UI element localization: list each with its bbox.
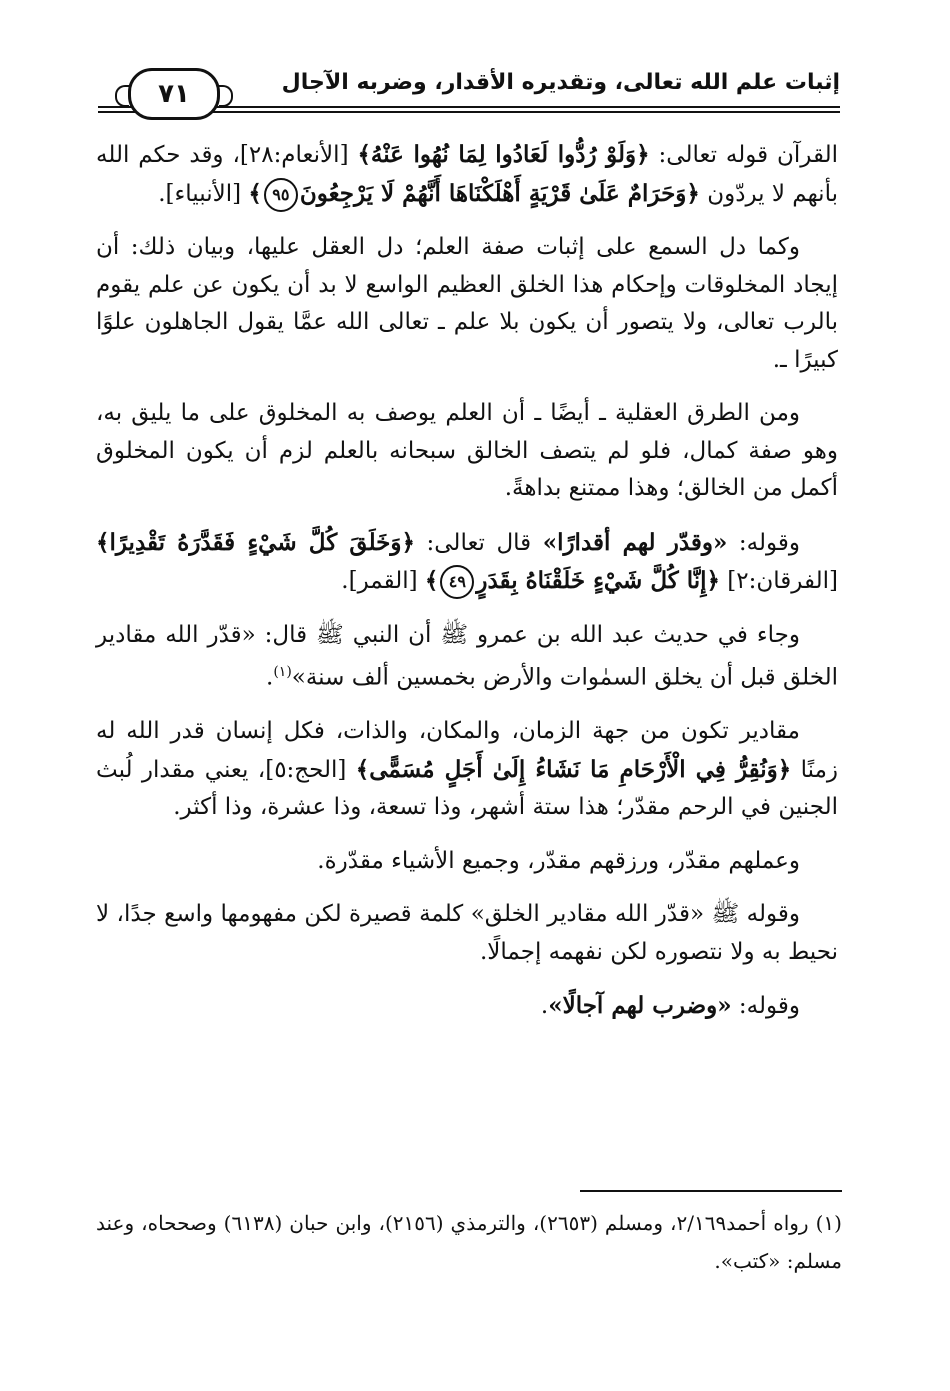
text-span: مقادير تكون من جهة الزمان، والمكان، والذات، فكل إنسان قدر الله له زمنًا [96, 718, 838, 783]
paragraph-measures [96, 713, 838, 827]
quran-verse: ﴿وَحَرَامٌ عَلَىٰ قَرْيَةٍ أَهْلَكْنَاهَا أَنَّهُمْ لَا يَرْجِعُونَ [299, 179, 700, 207]
text-span: [القمر]. [341, 568, 425, 594]
page-header [98, 62, 840, 120]
paragraph-appointed-terms [96, 987, 838, 1026]
quran-verse: ﴿وَلَوْ رُدُّوا لَعَادُوا لِمَا نُهُوا عَنْهُ﴾ [357, 141, 650, 168]
text-span: . [266, 664, 274, 691]
verse-number-marker: ٩٥ [264, 178, 298, 212]
footnote-reference[interactable]: (١) [273, 664, 292, 680]
footnote-separator [580, 1190, 842, 1192]
paragraph-quran-anam [96, 136, 838, 213]
footnote-1: (١) رواه أحمد٢/١٦٩، ومسلم (٢٦٥٣)، والترمذي (٢١٥٦)، وابن حبان (٦١٣٨) وصححاه، وعند مسلم: «كتب». [96, 1211, 842, 1273]
quran-verse: ﴿وَخَلَقَ كُلَّ شَيْءٍ فَقَدَّرَهُ تَقْدِيرًا﴾ [96, 528, 415, 556]
text-span: وقوله: [727, 529, 800, 556]
text-span: [الحج:٥]، يعني مقدار لُبث الجنين في الرحم مقدّر؛ هذا ستة أشهر، وذا تسعة، وذا عشرة، وذا أكثر. [96, 756, 838, 821]
quran-bracket: ﴾ [248, 179, 262, 207]
paragraph-deeds: وعملهم مقدّر، ورزقهم مقدّر، وجميع الأشياء مقدّرة. [317, 847, 800, 874]
quran-bracket: ﴾ [424, 567, 439, 594]
text-span: [الفرقان:٢] [720, 568, 838, 594]
text-span: القرآن قوله تعالى: [649, 142, 838, 168]
main-text [96, 136, 838, 1042]
text-span: وجاء في حديث عبد الله بن عمرو ﷺ أن النبي ﷺ قال: «قدّر الله مقادير الخلق قبل أن يخلق السمٰوات والأرض بخمسين ألف سنة» [96, 621, 838, 691]
paragraph-reason-evidence: وكما دل السمع على إثبات صفة العلم؛ دل العقل عليها، وبيان ذلك: أن إيجاد المخلوقات وإحكام هذا الخلق العظيم الواسع لا بد أن يكون عن علم يقوم بالرب تعالى، ولا يتصور أن يكون بلا علم ـ تعالى الله عمَّا يقول الجاهلون علوًا كبيرًا ـ. [96, 234, 838, 373]
text-span: [الأنعام:٢٨]، وقد حكم الله بأنهم لا يردّون [96, 142, 838, 207]
page-number: ٧١ [128, 68, 220, 120]
text-span: وقوله: [731, 993, 800, 1020]
footnotes [96, 1204, 842, 1280]
verse-number-marker: ٤٩ [440, 565, 474, 599]
paragraph-decree-verses [96, 524, 838, 601]
paragraph-hadith [96, 617, 838, 698]
paragraph-hadith-meaning: وقوله ﷺ «قدّر الله مقادير الخلق» كلمة قصيرة لكن مفهومها واسع جدًا، لا نحيط به ولا نتصوره لكن نفهمه إجمالًا. [96, 901, 838, 965]
paragraph-rational-methods: ومن الطرق العقلية ـ أيضًا ـ أن العلم يوصف به المخلوق على ما يليق به، وهو صفة كمال، فلو لم يتصف الخالق سبحانه بالعلم لزم أن يكون المخلوق أكمل من الخالق؛ وهذا ممتنع بداهةً. [96, 400, 838, 501]
quran-verse: ﴿وَنُقِرُّ فِي الْأَرْحَامِ مَا نَشَاءُ إِلَىٰ أَجَلٍ مُسَمًّى﴾ [355, 755, 792, 783]
text-span: قال تعالى: [415, 529, 543, 556]
matn-quote: «وقدّر لهم أقدارًا» [542, 528, 728, 556]
text-span: [الأنبياء]. [158, 180, 249, 207]
running-title: إثبات علم الله تعالى، وتقديره الأقدار، وضربه الآجال [281, 70, 840, 95]
quran-verse: ﴿إِنَّا كُلَّ شَيْءٍ خَلَقْنَاهُ بِقَدَرٍ [476, 567, 720, 594]
text-span: . [540, 993, 549, 1020]
matn-quote: «وضرب لهم آجالًا» [548, 992, 732, 1020]
